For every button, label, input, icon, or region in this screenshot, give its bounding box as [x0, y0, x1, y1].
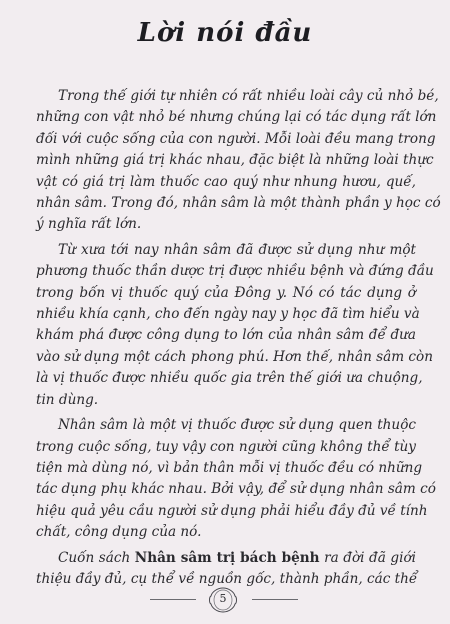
- text-line: trong bốn vị thuốc quý của Đông y. Nó có tác dụng ở: [36, 284, 416, 301]
- text-run: Cuốn sách: [58, 549, 135, 566]
- text-line: chất, công dụng của nó.: [36, 524, 202, 541]
- footer-rule-left: [150, 599, 196, 600]
- paragraph: [36, 240, 434, 411]
- text-line: tin dùng.: [36, 391, 99, 408]
- page-title: Lời nói đầu: [137, 18, 313, 48]
- body-text: [36, 86, 441, 594]
- text-line: là vị thuốc được nhiều quốc gia trên thế giới ưa chuộng,: [36, 370, 423, 387]
- text-line: Từ xưa tới nay nhân sâm đã được sử dụng như một: [58, 241, 416, 258]
- text-line: nhiều khía cạnh, cho đến ngày nay y học đã tìm hiểu và: [36, 306, 420, 323]
- text-line: hiệu quả yêu cầu người sử dụng phải hiểu đầy đủ về tính: [36, 502, 428, 519]
- text-run: ra đời đã giới: [319, 549, 416, 566]
- text-line: nhân sâm. Trong đó, nhân sâm là một thành phần y học có: [36, 195, 441, 212]
- text-line: vào sử dụng một cách phong phú. Hơn thế, nhân sâm còn: [36, 348, 433, 365]
- text-line: phương thuốc thần dược trị được nhiều bệnh và đứng đầu: [36, 263, 434, 280]
- book-title: Nhân sâm trị bách bệnh: [134, 549, 320, 566]
- text-line: vật có giá trị làm thuốc cao quý như nhung hươu, quế,: [36, 173, 416, 190]
- text-line: tiện mà dùng nó, vì bản thân mỗi vị thuốc đều có những: [36, 459, 423, 476]
- text-line: khám phá được công dụng to lớn của nhân sâm để đưa: [36, 327, 416, 344]
- text-line: Nhân sâm là một vị thuốc được sử dụng quen thuộc: [58, 417, 416, 434]
- text-line: những con vật nhỏ bé nhưng chúng lại có tác dụng rất lớn: [36, 109, 437, 126]
- text-line: [36, 548, 416, 569]
- page-number-badge: [208, 587, 238, 613]
- text-line: thiệu đầy đủ, cụ thể về nguồn gốc, thành phần, các thể: [36, 570, 418, 587]
- page-number: 5: [219, 592, 227, 605]
- paragraph: [36, 86, 441, 236]
- text-line: mình những giá trị khác nhau, đặc biệt là những loài thực: [36, 152, 434, 169]
- text-line: đối với cuộc sống của con người. Mỗi loài đều mang trong: [36, 130, 436, 147]
- paragraph: [36, 415, 436, 543]
- text-line: tác dụng phụ khác nhau. Bởi vậy, để sử dụng nhân sâm có: [36, 481, 436, 498]
- text-line: trong cuộc sống, tuy vậy con người cũng không thể tùy: [36, 438, 416, 455]
- text-line: ý nghĩa rất lớn.: [36, 216, 142, 233]
- text-line: Trong thế giới tự nhiên có rất nhiều loài cây củ nhỏ bé,: [58, 88, 439, 104]
- page-footer: [0, 584, 450, 618]
- footer-rule-right: [252, 599, 298, 600]
